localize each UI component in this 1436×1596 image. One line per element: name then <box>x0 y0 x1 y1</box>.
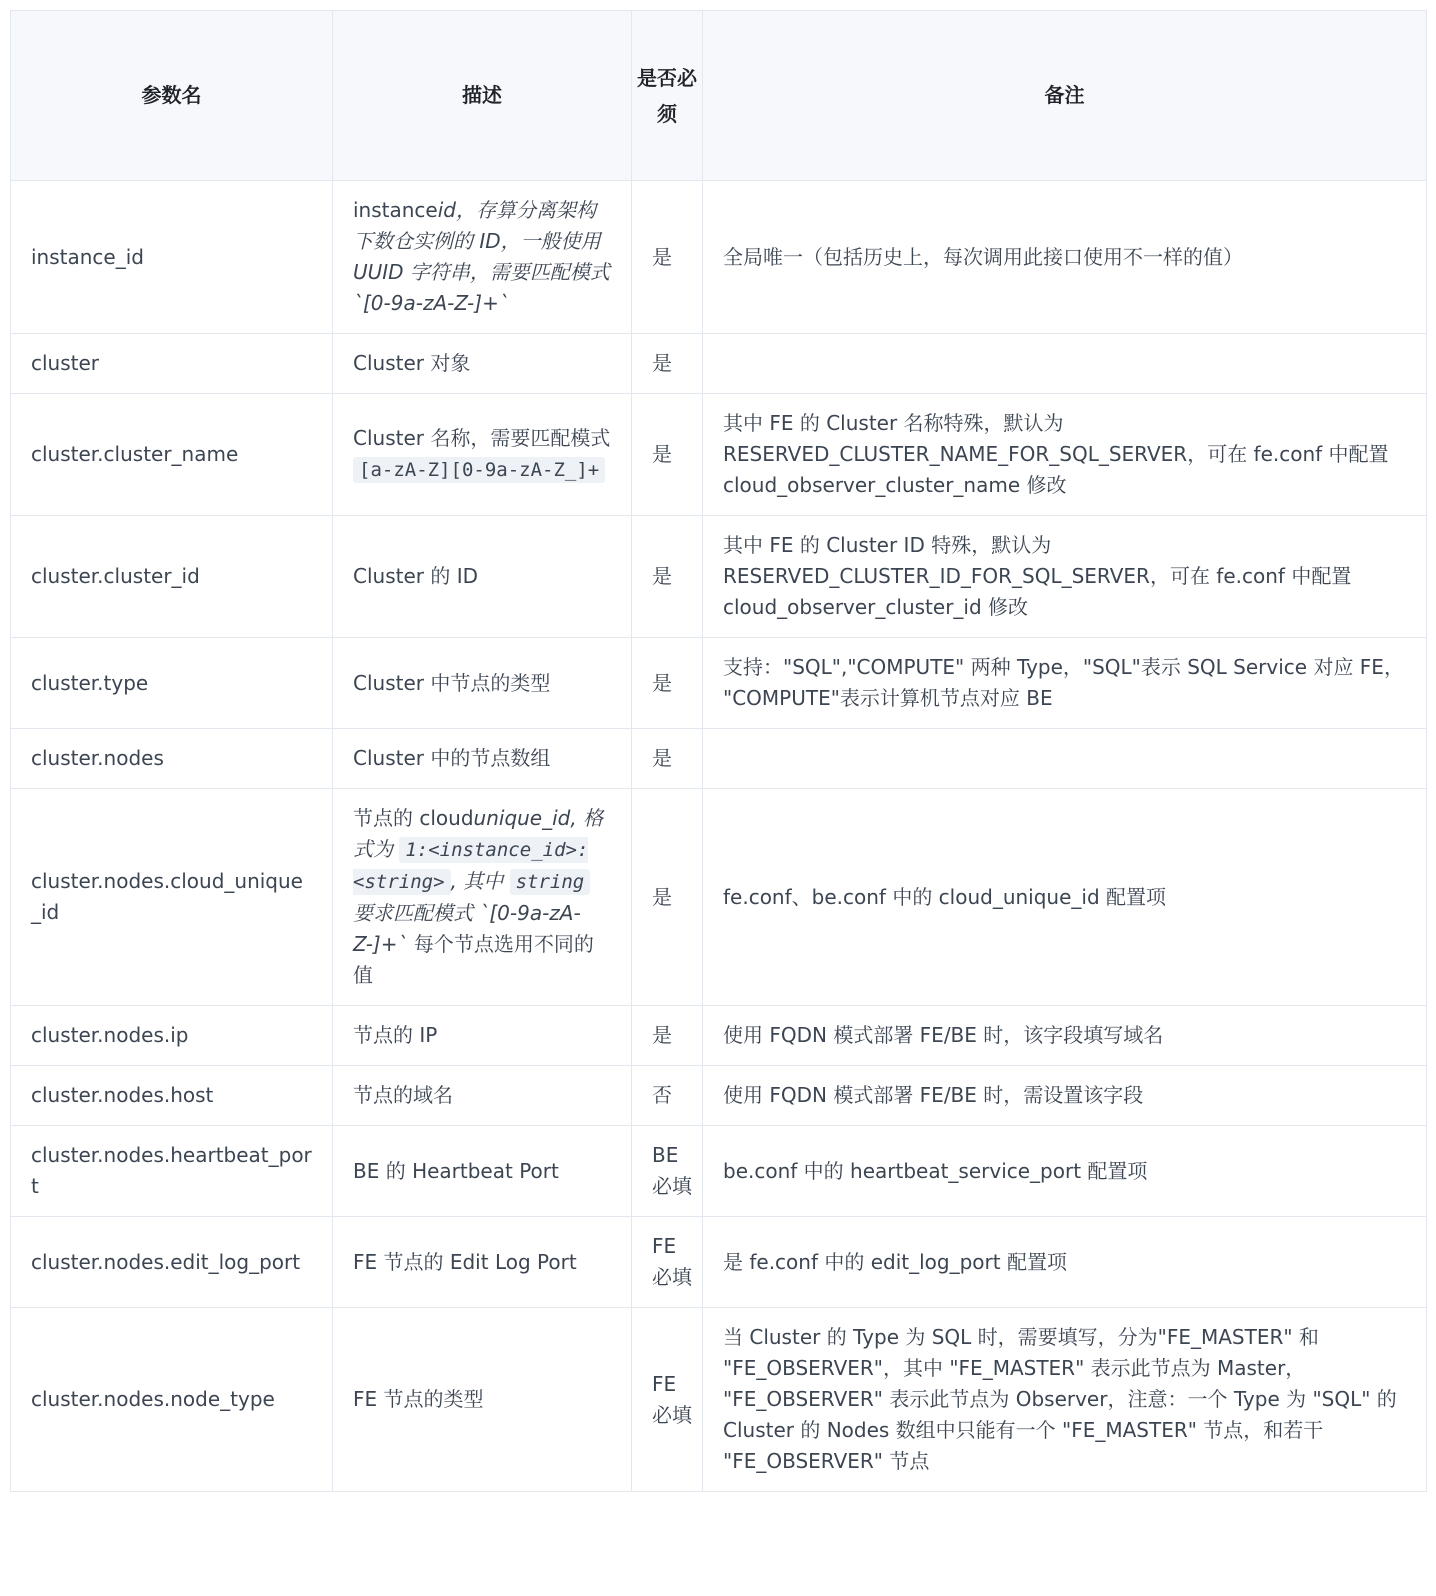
param-cell: cluster.nodes.cloud_unique_id <box>11 789 333 1006</box>
desc-text: instance <box>353 198 438 222</box>
header-param: 参数名 <box>11 11 333 181</box>
note-cell: 使用 FQDN 模式部署 FE/BE 时，该字段填写域名 <box>703 1006 1427 1066</box>
header-required: 是否必须 <box>632 11 703 181</box>
note-cell: 当 Cluster 的 Type 为 SQL 时，需要填写，分为"FE_MASTER" 和 "FE_OBSERVER"，其中 "FE_MASTER" 表示此节点为 Master， "FE_OBSERVER" 表示此节点为 Observer，注意：一个 Type 为 "SQL" 的 Cluster 的 Nodes 数组中只能有一个 "FE_MASTER" 节点，和若干 "FE_OBSERVER" 节点 <box>703 1308 1427 1492</box>
required-cell: 是 <box>632 789 703 1006</box>
required-cell: 是 <box>632 729 703 789</box>
table-row <box>11 181 1427 334</box>
param-cell: cluster.cluster_name <box>11 394 333 516</box>
required-cell: 是 <box>632 181 703 334</box>
desc-italic: 要求匹配模式 `[0-9a-zA-Z-]+` <box>353 901 581 956</box>
desc-italic: id，存算分离架构下数仓实例的 ID，一般使用 UUID 字符串，需要匹配模式`[0-9a-zA-Z-]+` <box>353 198 610 315</box>
desc-cell: FE 节点的类型 <box>333 1308 632 1492</box>
note-cell <box>703 334 1427 394</box>
table-row <box>11 1006 1427 1066</box>
desc-cell <box>333 394 632 516</box>
table-row <box>11 334 1427 394</box>
required-cell: 是 <box>632 516 703 638</box>
table-row <box>11 729 1427 789</box>
desc-cell: BE 的 Heartbeat Port <box>333 1126 632 1217</box>
param-cell: cluster <box>11 334 333 394</box>
note-cell: 使用 FQDN 模式部署 FE/BE 时，需设置该字段 <box>703 1066 1427 1126</box>
note-cell: 全局唯一（包括历史上，每次调用此接口使用不一样的值） <box>703 181 1427 334</box>
param-cell: cluster.nodes <box>11 729 333 789</box>
note-cell: be.conf 中的 heartbeat_service_port 配置项 <box>703 1126 1427 1217</box>
required-cell: 是 <box>632 394 703 516</box>
table-row <box>11 1217 1427 1308</box>
required-cell: 是 <box>632 1006 703 1066</box>
desc-italic: , 其中 <box>450 869 510 893</box>
note-cell: 是 fe.conf 中的 edit_log_port 配置项 <box>703 1217 1427 1308</box>
note-cell: 其中 FE 的 Cluster 名称特殊，默认为 RESERVED_CLUSTER_NAME_FOR_SQL_SERVER，可在 fe.conf 中配置 cloud_observer_cluster_name 修改 <box>703 394 1427 516</box>
param-cell: cluster.nodes.ip <box>11 1006 333 1066</box>
desc-italic: unique_id, 格式为 <box>353 806 604 861</box>
desc-cell <box>333 789 632 1006</box>
header-desc: 描述 <box>333 11 632 181</box>
desc-code: 1:<instance_id>:<string> <box>353 839 589 893</box>
table-row <box>11 638 1427 729</box>
table-row <box>11 516 1427 638</box>
desc-text: 每个节点选用不同的值 <box>353 932 594 987</box>
params-table <box>10 10 1427 1492</box>
desc-cell: Cluster 对象 <box>333 334 632 394</box>
table-row <box>11 1126 1427 1217</box>
param-cell: cluster.type <box>11 638 333 729</box>
desc-cell: FE 节点的 Edit Log Port <box>333 1217 632 1308</box>
desc-code: [a-zA-Z][0-9a-zA-Z_]+ <box>353 457 605 483</box>
required-cell: FE 必填 <box>632 1308 703 1492</box>
param-cell: cluster.nodes.node_type <box>11 1308 333 1492</box>
table-row <box>11 394 1427 516</box>
table-header-row <box>11 11 1427 181</box>
desc-text: Cluster 名称，需要匹配模式 <box>353 426 611 450</box>
desc-cell: 节点的 IP <box>333 1006 632 1066</box>
desc-code: string <box>510 869 591 895</box>
desc-cell: Cluster 中节点的类型 <box>333 638 632 729</box>
table-row <box>11 1066 1427 1126</box>
required-cell: 是 <box>632 334 703 394</box>
param-cell: cluster.nodes.edit_log_port <box>11 1217 333 1308</box>
table-row <box>11 1308 1427 1492</box>
required-cell: FE 必填 <box>632 1217 703 1308</box>
param-cell: instance_id <box>11 181 333 334</box>
param-cell: cluster.nodes.heartbeat_port <box>11 1126 333 1217</box>
desc-cell: 节点的域名 <box>333 1066 632 1126</box>
desc-cell: Cluster 的 ID <box>333 516 632 638</box>
desc-cell: Cluster 中的节点数组 <box>333 729 632 789</box>
desc-text: 节点的 cloud <box>353 806 474 830</box>
note-cell: fe.conf、be.conf 中的 cloud_unique_id 配置项 <box>703 789 1427 1006</box>
required-cell: 否 <box>632 1066 703 1126</box>
header-note: 备注 <box>703 11 1427 181</box>
note-cell: 其中 FE 的 Cluster ID 特殊，默认为 RESERVED_CLUSTER_ID_FOR_SQL_SERVER，可在 fe.conf 中配置 cloud_observer_cluster_id 修改 <box>703 516 1427 638</box>
param-cell: cluster.nodes.host <box>11 1066 333 1126</box>
required-cell: 是 <box>632 638 703 729</box>
desc-cell <box>333 181 632 334</box>
param-cell: cluster.cluster_id <box>11 516 333 638</box>
note-cell: 支持："SQL","COMPUTE" 两种 Type，"SQL"表示 SQL Service 对应 FE， "COMPUTE"表示计算机节点对应 BE <box>703 638 1427 729</box>
required-cell: BE 必填 <box>632 1126 703 1217</box>
table-row <box>11 789 1427 1006</box>
note-cell <box>703 729 1427 789</box>
